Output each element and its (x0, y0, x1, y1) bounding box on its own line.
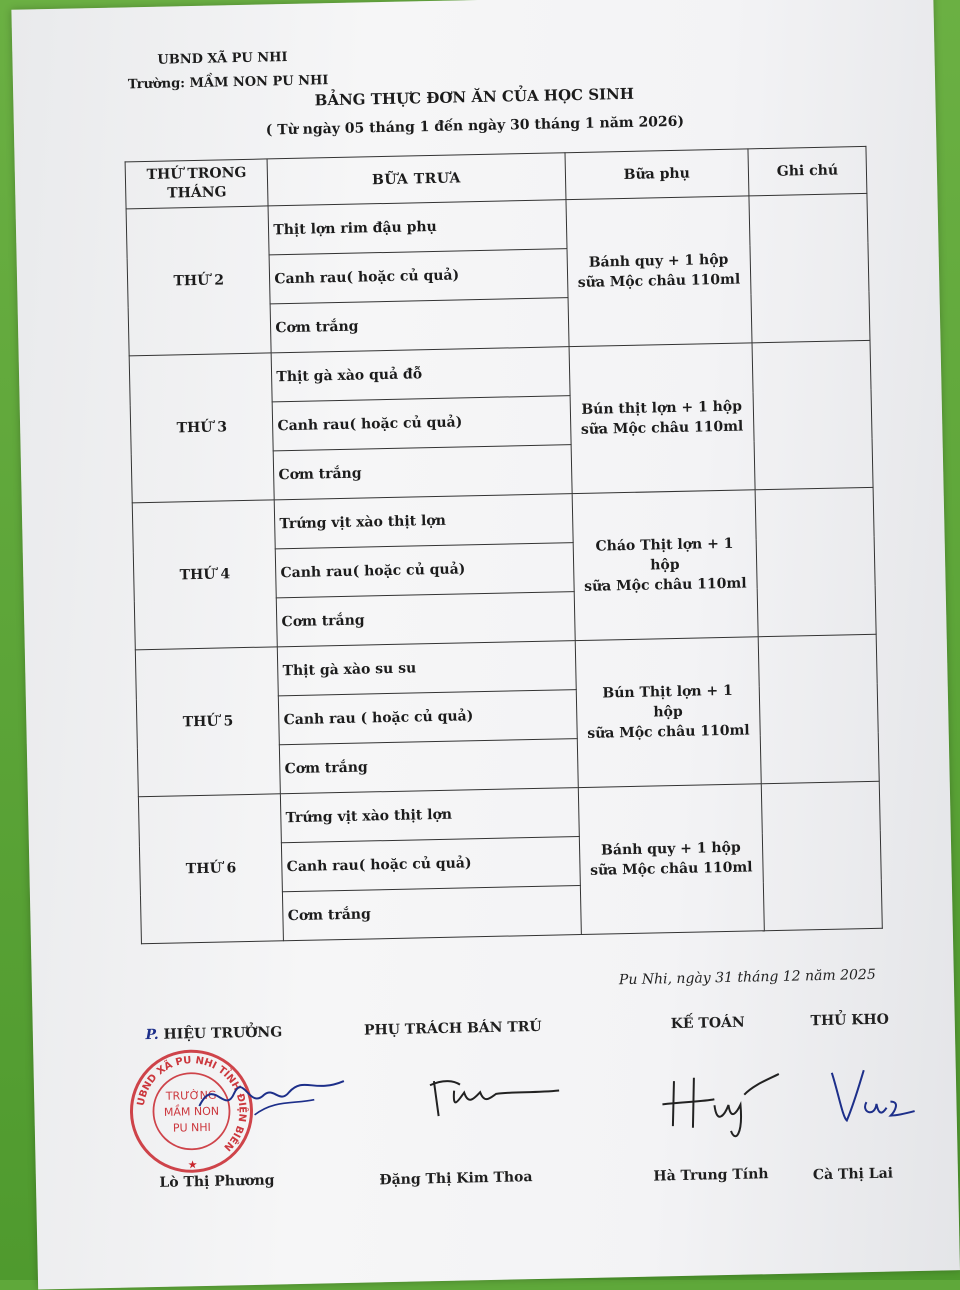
dish-cell: Cơm trắng (270, 298, 568, 353)
dish-cell: Thịt gà xào quả đỗ (271, 347, 569, 402)
dish-cell: Canh rau( hoặc củ quả) (272, 396, 570, 451)
principal-signature-scribble (194, 1063, 355, 1126)
authority-name: UBND XÃ PU NHI (157, 49, 288, 68)
snack-line: sữa Mộc châu 110ml (577, 271, 741, 291)
stamp-center-line: TRƯỜNG (165, 1088, 217, 1103)
snack-line: Bánh quy + 1 hộp (588, 251, 729, 271)
note-cell (752, 340, 873, 489)
snack-line: Bún Thịt lợn + 1 hộp (602, 682, 733, 721)
signature-block-storekeeper (795, 1011, 905, 1184)
stamp-center-line: MẦM NON (163, 1104, 220, 1119)
signature-title-text: HIỆU TRƯỞNG (163, 1024, 283, 1043)
document-page (11, 0, 960, 1289)
dish-cell: Thịt lợn rim đậu phụ (268, 200, 566, 255)
signature-block-boarding (353, 1018, 553, 1189)
stamp-ring-text: UBND XÃ PU NHI TỈNH ĐIỆN BIÊN (135, 1055, 248, 1153)
signer-name: Hà Trung Tính (653, 1166, 769, 1185)
accountant-signature-scribble (654, 1064, 796, 1147)
signer-name: Lò Thị Phương (159, 1172, 275, 1191)
day-cell: THỨ 6 (138, 794, 283, 944)
header-snack: Bữa phụ (565, 149, 749, 200)
signature-block-accountant (633, 1014, 783, 1185)
snack-line: Cháo Thịt lợn + 1 hộp (595, 535, 734, 574)
header-lunch: BỮA TRƯA (267, 153, 565, 206)
signature-title: PHỤ TRÁCH BÁN TRÚ (363, 1018, 542, 1039)
signer-name: Cà Thị Lai (812, 1165, 894, 1184)
school-name: Trường: MẦM NON PU NHI (127, 73, 329, 93)
header-day: THỨ TRONG THÁNG (125, 159, 268, 209)
dish-cell: Cơm trắng (283, 886, 581, 941)
snack-line: sữa Mộc châu 110ml (589, 859, 753, 879)
dish-cell: Cơm trắng (277, 592, 575, 647)
dish-cell: Trứng vịt xào thịt lợn (275, 494, 573, 549)
menu-table (125, 146, 883, 944)
note-cell (755, 487, 876, 636)
signature-prefix: P. (145, 1026, 159, 1044)
stamp-star-icon: ★ (187, 1158, 198, 1172)
storekeeper-signature-scribble (824, 1061, 925, 1133)
signature-title: KẾ TOÁN (670, 1014, 745, 1033)
signer-name: Đặng Thị Kim Thoa (379, 1169, 533, 1189)
dish-cell: Cơm trắng (280, 739, 578, 794)
signature-title (129, 1024, 299, 1044)
snack-line: sữa Mộc châu 110ml (584, 575, 747, 595)
document-title: BẢNG THỰC ĐƠN ĂN CỦA HỌC SINH (314, 84, 635, 110)
snack-line: Bún thịt lợn + 1 hộp (581, 398, 743, 418)
dish-cell: Canh rau( hoặc củ quả) (269, 249, 567, 304)
dish-cell: Canh rau( hoặc củ quả) (282, 837, 580, 892)
snack-line: sữa Mộc châu 110ml (587, 722, 750, 742)
signature-title: THỦ KHO (810, 1011, 890, 1030)
stamp-center-line: PU NHI (172, 1120, 211, 1135)
place-date: Pu Nhi, ngày 31 tháng 12 năm 2025 (618, 966, 876, 989)
boarding-signature-scribble (424, 1068, 565, 1126)
snack-line: Bánh quy + 1 hộp (600, 839, 741, 859)
day-cell: THỨ 4 (132, 500, 277, 650)
dish-cell: Cơm trắng (274, 445, 572, 500)
note-cell (758, 634, 879, 783)
header-note: Ghi chú (748, 146, 867, 195)
snack-cell (575, 637, 762, 788)
day-cell: THỨ 5 (135, 647, 280, 797)
document-subtitle: ( Từ ngày 05 tháng 1 đến ngày 30 tháng 1 năm 2026) (265, 113, 685, 139)
dish-cell: Thịt gà xào su su (278, 641, 576, 696)
note-cell (761, 781, 882, 930)
day-cell: THỨ 2 (126, 206, 271, 356)
note-cell (749, 193, 870, 342)
dish-cell: Canh rau( hoặc củ quả) (276, 543, 574, 598)
snack-cell (572, 490, 759, 641)
snack-cell (566, 196, 753, 347)
day-cell: THỨ 3 (129, 353, 274, 503)
dish-cell: Trứng vịt xào thịt lợn (281, 788, 579, 843)
snack-cell (569, 343, 756, 494)
snack-cell (578, 784, 765, 935)
snack-line: sữa Mộc châu 110ml (580, 418, 744, 438)
dish-cell: Canh rau ( hoặc củ quả) (279, 690, 577, 745)
